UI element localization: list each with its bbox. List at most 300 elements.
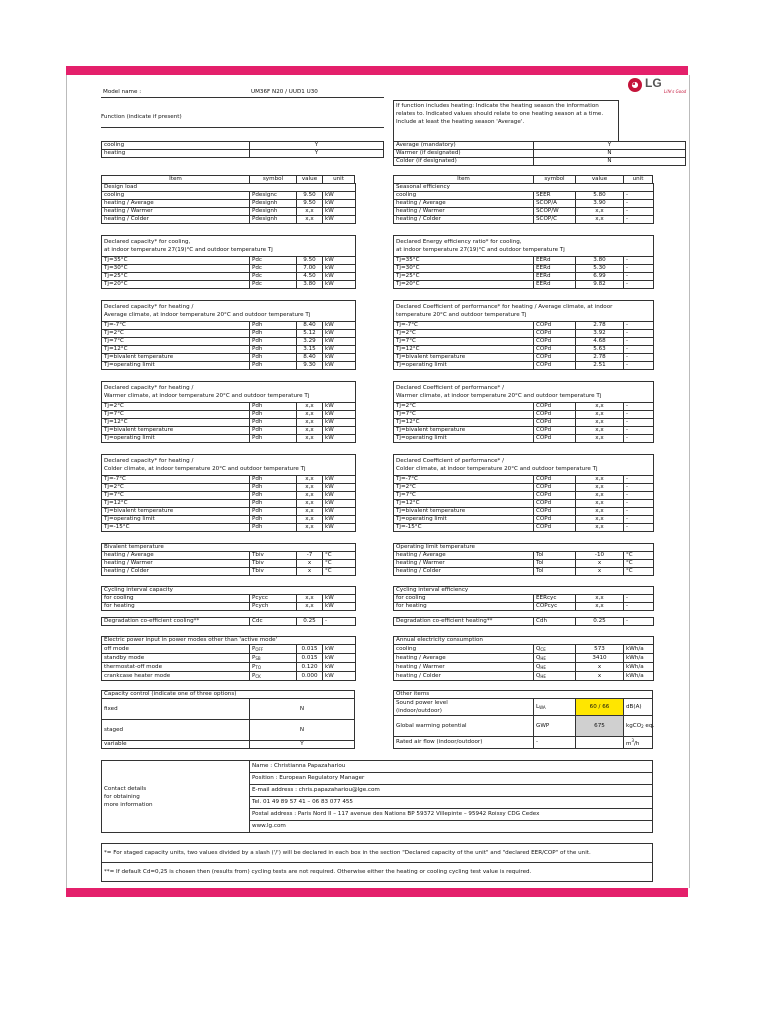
cap-staged-value: N — [250, 720, 355, 741]
section-title: Declared Coefficient of performance* / — [396, 458, 504, 464]
row-symbol: Tol — [534, 560, 576, 568]
row-value: x,x — [576, 403, 624, 411]
row-value: x,x — [576, 208, 624, 216]
bivalent-table — [101, 543, 356, 576]
row-value: 0.25 — [576, 618, 624, 626]
row-symbol: COPd — [534, 476, 576, 484]
model-underline — [101, 97, 384, 98]
logo-text: LG — [645, 76, 662, 90]
table-row — [394, 654, 654, 663]
row-label: Tj=bivalent temperature — [102, 508, 250, 516]
degr-c-table — [101, 617, 356, 626]
row-value: x,x — [576, 419, 624, 427]
section-subtitle: temperature 20°C and outdoor temperature Tj — [396, 312, 527, 318]
table-row — [102, 516, 356, 524]
row-label: for cooling — [102, 595, 250, 603]
row-label: Colder (if designated) — [394, 158, 534, 166]
symbol-main: P — [252, 646, 256, 652]
row-value: x,x — [576, 500, 624, 508]
section-subtitle: at indoor temperature 27(19)°C and outdoor temperature Tj — [104, 247, 273, 253]
row-value: 0.000 — [297, 672, 323, 681]
row-value: x,x — [576, 411, 624, 419]
table-row — [102, 595, 356, 603]
cyc-cap-table — [101, 586, 356, 611]
row-value: x — [576, 568, 624, 576]
symbol-sub: CK — [255, 674, 261, 679]
row-unit: kW — [323, 595, 356, 603]
header-unit: unit — [323, 176, 355, 184]
airflow-label: Rated air flow (indoor/outdoor) — [394, 737, 534, 749]
row-label: Tj=2°C — [102, 484, 250, 492]
row-symbol: Pdh — [250, 403, 297, 411]
section-title: Seasonal efficiency — [394, 184, 654, 192]
row-symbol: Cdh — [534, 618, 576, 626]
header-symbol: symbol — [250, 176, 297, 184]
row-label: heating / Colder — [102, 568, 250, 576]
row-label: Tj=30°C — [394, 265, 534, 273]
row-symbol: Pdesignh — [250, 200, 297, 208]
table-row — [394, 663, 654, 672]
row-unit: kW — [323, 208, 356, 216]
row-label: Degradation co-efficient cooling** — [102, 618, 250, 626]
row-symbol: COPd — [534, 346, 576, 354]
row-symbol: EERd — [534, 281, 576, 289]
row-symbol: Tbiv — [250, 560, 297, 568]
eer-cool-table — [393, 235, 654, 289]
row-label: heating / Average — [102, 552, 250, 560]
table-row — [394, 435, 654, 443]
bottom-accent-bar — [66, 888, 688, 897]
row-label: heating / Colder — [102, 216, 250, 224]
header-unit: unit — [624, 176, 653, 184]
row-label: heating / Warmer — [394, 560, 534, 568]
row-unit: kWh/a — [624, 645, 654, 654]
table-row — [394, 142, 686, 150]
row-unit: kW — [323, 216, 356, 224]
row-label: Warmer (if designated) — [394, 150, 534, 158]
table-row — [102, 435, 356, 443]
table-row — [102, 411, 356, 419]
row-value: -10 — [576, 552, 624, 560]
row-symbol: Pdh — [250, 338, 297, 346]
row-unit: °C — [624, 568, 654, 576]
table-row — [102, 322, 356, 330]
footnote-staged: *= For staged capacity units, two values divided by a slash ('/') will be declared in each box in the section "Declared capacity of the unit" and "declared EER/COP" of the unit. — [102, 844, 653, 863]
row-label: Tj=7°C — [394, 411, 534, 419]
table-row — [102, 663, 356, 672]
row-value: Y — [250, 150, 384, 158]
section-subtitle: at indoor temperature 27(19)°C and outdoor temperature Tj — [396, 247, 565, 253]
row-value: x,x — [576, 508, 624, 516]
row-symbol: COPd — [534, 330, 576, 338]
row-unit: kW — [323, 476, 356, 484]
row-unit: - — [624, 322, 654, 330]
row-unit: kW — [323, 281, 356, 289]
gwp-label: Global warming potential — [394, 716, 534, 737]
table-row — [394, 411, 654, 419]
symbol-main: Q — [536, 664, 541, 670]
cap-warm-table — [101, 381, 356, 443]
row-value: x,x — [297, 476, 323, 484]
symbol-sub: SB — [255, 656, 261, 661]
row-unit: kW — [323, 273, 356, 281]
table-row — [394, 508, 654, 516]
row-value: x — [576, 672, 624, 681]
row-symbol: COPd — [534, 411, 576, 419]
row-label: Tj=20°C — [394, 281, 534, 289]
row-symbol: COPd — [534, 354, 576, 362]
row-unit: kW — [323, 435, 356, 443]
notes-table — [101, 843, 653, 882]
row-unit: - — [624, 524, 654, 532]
row-unit: - — [624, 476, 654, 484]
cop-cold-table — [393, 454, 654, 532]
other-items-title: Other items — [394, 691, 653, 699]
row-label: Tj=-7°C — [102, 476, 250, 484]
table-row — [394, 419, 654, 427]
row-value: N — [534, 150, 686, 158]
symbol-main: P — [252, 655, 256, 661]
gwp-unit-suffix: eq. — [643, 723, 655, 729]
section-title: Annual electricity consumption — [394, 637, 654, 645]
table-row — [102, 672, 356, 681]
table-row — [394, 516, 654, 524]
row-symbol: COPd — [534, 403, 576, 411]
row-symbol: Pdh — [250, 516, 297, 524]
row-label: Tj=-15°C — [394, 524, 534, 532]
symbol-main: Q — [536, 646, 541, 652]
table-row — [102, 645, 356, 654]
table-row — [394, 645, 654, 654]
row-unit: °C — [323, 568, 356, 576]
row-symbol: Pcych — [250, 603, 297, 611]
symbol-main: Q — [536, 655, 541, 661]
contact-website[interactable]: www.lg.com — [250, 821, 653, 833]
function-right-table — [393, 141, 686, 166]
table-row — [394, 346, 654, 354]
cap-staged-label: staged — [102, 720, 250, 741]
section-subtitle: Warmer climate, at indoor temperature 20°C and outdoor temperature Tj — [104, 393, 310, 399]
row-unit: - — [624, 192, 654, 200]
row-label: Tj=-7°C — [394, 322, 534, 330]
row-value: x,x — [576, 435, 624, 443]
gwp-symbol: GWP — [534, 716, 576, 737]
section-title: Design load — [102, 184, 356, 192]
row-value: 3.15 — [297, 346, 323, 354]
section-title: Declared capacity* for heating / — [104, 385, 194, 391]
section-subtitle: Colder climate, at indoor temperature 20°C and outdoor temperature Tj — [396, 466, 598, 472]
row-label: Tj=bivalent temperature — [394, 354, 534, 362]
row-unit: - — [624, 200, 654, 208]
row-symbol: Pdh — [250, 354, 297, 362]
row-label: cooling — [394, 645, 534, 654]
row-unit: - — [624, 435, 654, 443]
cap-variable-label: variable — [102, 741, 250, 749]
row-unit: - — [624, 346, 654, 354]
row-symbol: Cdc — [250, 618, 297, 626]
row-symbol: Pdesignc — [250, 192, 297, 200]
row-value: x,x — [297, 484, 323, 492]
row-unit: kW — [323, 192, 356, 200]
row-label: heating / Average — [394, 654, 534, 663]
row-label: Tj=7°C — [394, 492, 534, 500]
section-title: Operating limit temperature — [394, 544, 654, 552]
row-unit: - — [624, 492, 654, 500]
row-value: x,x — [297, 492, 323, 500]
row-symbol: Pdh — [250, 322, 297, 330]
table-row — [102, 560, 356, 568]
seasonal-table — [393, 183, 654, 224]
row-value: x,x — [576, 427, 624, 435]
section-title: Declared capacity* for cooling, — [104, 239, 191, 245]
row-value: x,x — [576, 595, 624, 603]
row-unit: °C — [323, 560, 356, 568]
row-label: Tj=12°C — [102, 346, 250, 354]
model-value: UM36F N20 / UUD1 U30 — [251, 89, 318, 95]
table-row — [102, 200, 356, 208]
row-label: cooling — [102, 142, 250, 150]
row-symbol: COPd — [534, 338, 576, 346]
row-label: Tj=2°C — [102, 330, 250, 338]
row-label: Tj=-15°C — [102, 524, 250, 532]
row-symbol: Pdh — [250, 330, 297, 338]
row-label: heating / Colder — [394, 216, 534, 224]
table-row — [102, 492, 356, 500]
row-label: heating / Warmer — [394, 663, 534, 672]
row-label: Tj=7°C — [394, 338, 534, 346]
row-symbol: SCOP/A — [534, 200, 576, 208]
table-row — [394, 524, 654, 532]
row-value: x,x — [576, 603, 624, 611]
cap-fixed-value: N — [250, 699, 355, 720]
row-unit: °C — [323, 552, 356, 560]
section-title: Declared Energy efficiency ratio* for cooling, — [396, 239, 522, 245]
row-unit: kW — [323, 500, 356, 508]
table-row — [394, 500, 654, 508]
row-label: Tj=operating limit — [102, 435, 250, 443]
table-row — [394, 281, 654, 289]
row-symbol: Pdh — [250, 476, 297, 484]
table-row — [394, 603, 654, 611]
sound-value: 60 / 66 — [576, 699, 624, 716]
table-row — [102, 476, 356, 484]
row-unit: kW — [323, 603, 356, 611]
function-underline — [101, 127, 384, 128]
airflow-unit: m — [626, 740, 632, 747]
lg-face-icon: ◕ — [628, 78, 642, 92]
row-unit: - — [624, 427, 654, 435]
section-title: Declared capacity* for heating / — [104, 458, 194, 464]
capacity-control-table — [101, 690, 355, 749]
table-row — [102, 603, 356, 611]
function-label: Function (indicate if present) — [101, 114, 182, 120]
row-label: heating / Average — [394, 200, 534, 208]
table-row — [394, 476, 654, 484]
table-row — [102, 508, 356, 516]
row-unit: kW — [323, 354, 356, 362]
row-label: heating / Warmer — [102, 208, 250, 216]
table-row — [394, 568, 654, 576]
table-row — [394, 208, 654, 216]
row-label: Tj=25°C — [102, 273, 250, 281]
row-unit: kWh/a — [624, 672, 654, 681]
row-unit: kW — [323, 265, 356, 273]
row-unit: kW — [323, 516, 356, 524]
row-symbol: Pdc — [250, 281, 297, 289]
row-symbol: COPd — [534, 516, 576, 524]
row-value: Y — [250, 142, 384, 150]
row-unit: - — [624, 216, 654, 224]
row-unit: - — [624, 362, 654, 370]
lg-logo — [626, 76, 686, 96]
row-unit: kW — [323, 346, 356, 354]
row-unit: kW — [323, 492, 356, 500]
row-symbol: Pdc — [250, 265, 297, 273]
table-row — [102, 654, 356, 663]
contact-label-2: for obtaining — [104, 793, 140, 800]
row-value: x,x — [576, 484, 624, 492]
row-label: for heating — [102, 603, 250, 611]
header-item: Item — [394, 176, 534, 184]
contact-position: Position : European Regulatory Manager — [250, 773, 653, 785]
design-table — [101, 183, 356, 224]
table-row — [394, 265, 654, 273]
symbol-sub: HE — [540, 656, 546, 661]
row-unit: - — [624, 618, 654, 626]
row-unit: - — [624, 484, 654, 492]
row-label: Tj=2°C — [394, 403, 534, 411]
contact-label-1: Contact details — [104, 785, 147, 792]
row-symbol: COPd — [534, 484, 576, 492]
row-symbol: Pdh — [250, 419, 297, 427]
gwp-value: 675 — [576, 716, 624, 737]
row-unit: kWh/a — [624, 663, 654, 672]
row-unit: kW — [323, 200, 356, 208]
row-symbol — [534, 672, 576, 681]
row-value: 2.51 — [576, 362, 624, 370]
contact-email[interactable]: E-mail address : chris.papazahariou@lge.com — [250, 785, 653, 797]
header-value: value — [297, 176, 323, 184]
row-unit: - — [624, 265, 654, 273]
row-symbol: Pdh — [250, 362, 297, 370]
row-value: 3.29 — [297, 338, 323, 346]
capacity-control-title: Capacity control (indicate one of three options) — [102, 691, 355, 699]
row-value: x,x — [297, 603, 323, 611]
airflow-symbol: - — [534, 737, 576, 749]
row-symbol: Tbiv — [250, 568, 297, 576]
contact-address: Postal address : Paris Nord II – 117 avenue des Nations BP 59372 Villepinte – 95942 Roissy CDG Cedex — [250, 809, 653, 821]
sound-symbol: L — [536, 704, 540, 710]
row-symbol: Pdc — [250, 257, 297, 265]
row-value: 3.90 — [576, 200, 624, 208]
row-value: x,x — [297, 208, 323, 216]
row-unit: kW — [323, 419, 356, 427]
row-value: x,x — [576, 492, 624, 500]
row-value: x,x — [576, 476, 624, 484]
row-unit: °C — [624, 552, 654, 560]
row-symbol — [534, 663, 576, 672]
row-symbol: COPd — [534, 492, 576, 500]
symbol-main: Q — [536, 673, 541, 679]
row-value: x — [297, 568, 323, 576]
row-label: for cooling — [394, 595, 534, 603]
row-value: x,x — [297, 524, 323, 532]
row-label: Tj=operating limit — [394, 362, 534, 370]
row-value: 9.50 — [297, 200, 323, 208]
row-unit: - — [624, 500, 654, 508]
power-table — [101, 636, 356, 681]
row-unit: kW — [323, 338, 356, 346]
cop-avg-table — [393, 300, 654, 370]
model-name-table — [101, 89, 384, 96]
row-value: x,x — [297, 595, 323, 603]
row-label: Tj=2°C — [394, 484, 534, 492]
section-subtitle: Colder climate, at indoor temperature 20°C and outdoor temperature Tj — [104, 466, 306, 472]
other-items-table — [393, 690, 653, 749]
row-symbol: Pdh — [250, 427, 297, 435]
row-symbol: COPd — [534, 435, 576, 443]
row-label: Tj=25°C — [394, 273, 534, 281]
table-row — [394, 257, 654, 265]
row-value: 5.80 — [576, 192, 624, 200]
row-unit: - — [624, 411, 654, 419]
row-unit: - — [624, 257, 654, 265]
row-unit: kW — [323, 524, 356, 532]
table-row — [394, 492, 654, 500]
annual-table — [393, 636, 654, 681]
row-unit: kW — [323, 654, 356, 663]
row-symbol: Pdh — [250, 492, 297, 500]
row-symbol: Pcycc — [250, 595, 297, 603]
row-symbol: EERd — [534, 273, 576, 281]
row-symbol: Pdh — [250, 524, 297, 532]
table-row — [394, 150, 686, 158]
table-row — [102, 524, 356, 532]
row-value: 4.68 — [576, 338, 624, 346]
row-value: 0.120 — [297, 663, 323, 672]
row-label: thermostat-off mode — [102, 663, 250, 672]
function-note: If function includes heating: Indicate the heating season the information relates to. Indicated values should relate to one heating season at a time. Include at least the heating season 'Average'. — [393, 100, 619, 142]
row-symbol — [534, 654, 576, 663]
row-label: Tj=35°C — [102, 257, 250, 265]
row-value: 3.80 — [297, 281, 323, 289]
row-value: 573 — [576, 645, 624, 654]
airflow-unit-sup: 3 — [631, 738, 634, 743]
table-row — [394, 200, 654, 208]
table-row — [394, 216, 654, 224]
row-label: Tj=12°C — [102, 419, 250, 427]
row-label: Tj=12°C — [394, 500, 534, 508]
row-label: heating / Warmer — [394, 208, 534, 216]
header-symbol: symbol — [534, 176, 576, 184]
table-row — [102, 338, 356, 346]
row-value: 2.78 — [576, 354, 624, 362]
row-symbol: SCOP/W — [534, 208, 576, 216]
table-row — [102, 362, 356, 370]
row-label: Tj=7°C — [102, 338, 250, 346]
sound-symbol-sub: WA — [539, 705, 546, 710]
section-title: Declared capacity* for heating / — [104, 304, 194, 310]
row-label: Average (mandatory) — [394, 142, 534, 150]
row-value: 8.40 — [297, 322, 323, 330]
row-value: x,x — [297, 508, 323, 516]
cap-variable-value: Y — [250, 741, 355, 749]
row-symbol: Pdh — [250, 500, 297, 508]
row-value: x,x — [576, 216, 624, 224]
row-label: Tj=operating limit — [394, 435, 534, 443]
row-symbol — [250, 672, 297, 681]
row-symbol — [250, 654, 297, 663]
